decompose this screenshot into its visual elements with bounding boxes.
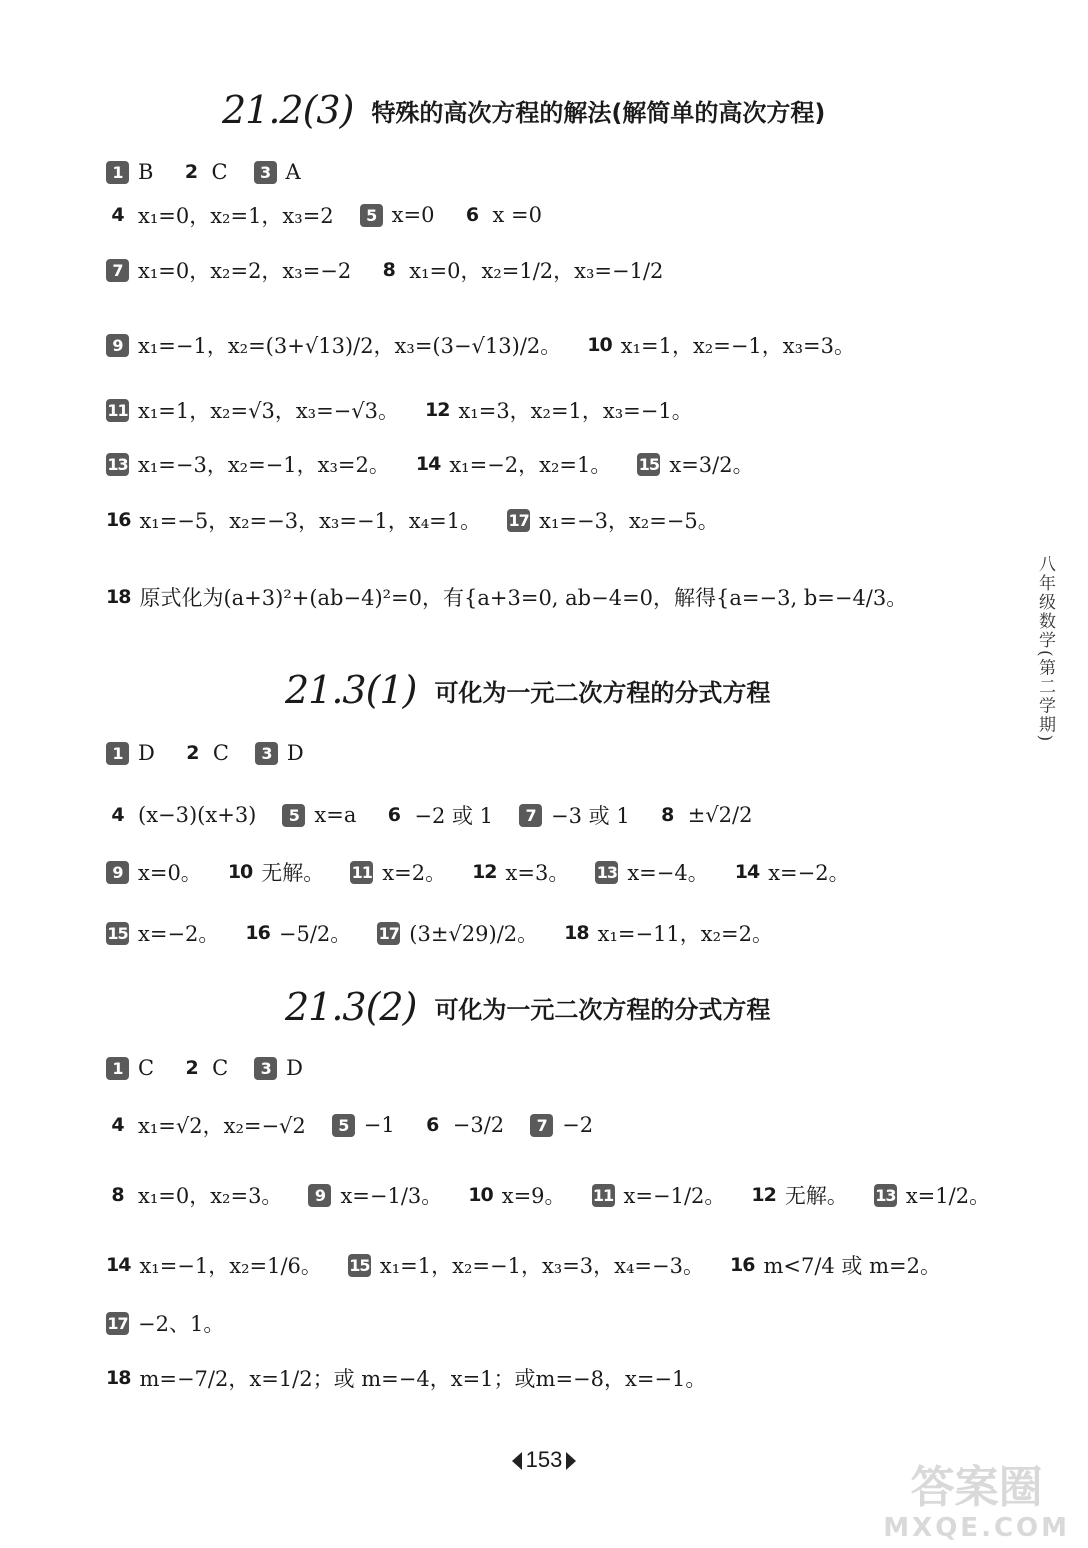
answer-item xyxy=(106,1250,322,1280)
question-number: 17 xyxy=(508,510,529,530)
answer-item xyxy=(350,857,446,887)
question-number: 6 xyxy=(465,204,479,226)
answer-line xyxy=(106,1110,619,1140)
question-number: 15 xyxy=(107,923,128,943)
answer-item xyxy=(282,803,356,827)
answer-text: x=3/2。 xyxy=(669,453,754,477)
section-2-heading xyxy=(285,668,770,712)
answer-text: −3/2 xyxy=(452,1113,505,1137)
left-arrow-icon xyxy=(512,1452,522,1470)
section-number: 21.3(1) xyxy=(285,668,417,712)
question-number: 8 xyxy=(382,259,395,281)
answer-item xyxy=(179,160,227,184)
answer-text: B xyxy=(138,160,154,184)
answer-text: x₁=√2，x₂=−√2 xyxy=(138,1114,306,1138)
answer-item xyxy=(348,1250,704,1280)
answer-text: ±√2/2 xyxy=(687,803,753,827)
answer-text: x=1/2。 xyxy=(905,1184,991,1208)
answer-item xyxy=(751,1180,847,1210)
question-number: 13 xyxy=(107,454,128,474)
side-book-title: 八年级数学(第二学期) xyxy=(1035,555,1055,744)
question-number: 2 xyxy=(186,742,199,764)
question-number: 7 xyxy=(106,259,129,282)
answer-item xyxy=(106,857,202,887)
question-number: 4 xyxy=(111,204,124,226)
question-number: 9 xyxy=(106,334,129,357)
answer-item xyxy=(416,449,612,479)
answer-text: A xyxy=(285,160,301,184)
answer-line xyxy=(106,200,568,230)
question-number: 3 xyxy=(254,161,277,184)
answer-item xyxy=(106,255,351,285)
question-number: 16 xyxy=(730,1254,755,1276)
answer-text: x₁=−2，x₂=1。 xyxy=(449,453,612,477)
answer-item xyxy=(421,1113,504,1137)
answer-item xyxy=(637,449,753,479)
question-number: 15 xyxy=(638,454,659,474)
answer-line xyxy=(106,449,780,479)
answer-item xyxy=(228,857,324,887)
answer-line xyxy=(106,160,327,184)
question-number: 3 xyxy=(255,742,278,765)
answer-item xyxy=(332,1113,395,1137)
question-number: 16 xyxy=(245,922,270,944)
answer-text: (3±√29)/2。 xyxy=(409,922,539,946)
question-number: 7 xyxy=(519,804,542,827)
answer-text: x₁=−3，x₂=−1，x₃=2。 xyxy=(138,453,390,477)
question-number: 7 xyxy=(530,1114,553,1137)
question-number: 15 xyxy=(349,1255,370,1275)
answer-line xyxy=(106,395,719,425)
answer-item xyxy=(308,1180,442,1210)
answer-line xyxy=(106,582,933,612)
question-number: 10 xyxy=(587,334,612,356)
answer-text: −2 xyxy=(562,1113,594,1137)
answer-item xyxy=(564,918,773,948)
question-number: 2 xyxy=(184,161,198,183)
question-number: 12 xyxy=(425,399,450,421)
answer-line xyxy=(106,1056,329,1080)
answer-text: m<7/4 或 m=2。 xyxy=(763,1254,941,1278)
answer-line xyxy=(106,330,881,360)
answer-text: x₁=0，x₂=3。 xyxy=(138,1184,283,1208)
answer-line xyxy=(106,1250,967,1280)
answer-line xyxy=(106,857,876,887)
answer-item xyxy=(472,857,569,887)
question-number: 1 xyxy=(106,1057,129,1080)
answer-item xyxy=(382,800,493,830)
answer-item xyxy=(656,803,753,827)
answer-item xyxy=(254,1056,303,1080)
question-number: 4 xyxy=(111,804,124,826)
answer-item xyxy=(592,1180,726,1210)
answer-text: x =0 xyxy=(492,203,542,227)
question-number: 9 xyxy=(308,1184,331,1207)
answer-text: x₁=−11，x₂=2。 xyxy=(597,922,774,946)
answer-item xyxy=(460,203,541,227)
answer-item xyxy=(360,203,435,227)
answer-text: −3 或 1 xyxy=(551,804,630,828)
answer-text: x=0 xyxy=(391,203,435,227)
answer-text: x=−2。 xyxy=(768,861,850,885)
question-number: 1 xyxy=(106,742,129,765)
watermark-logo xyxy=(883,1462,1070,1548)
section-title: 可化为一元二次方程的分式方程 xyxy=(434,995,771,1024)
answer-item xyxy=(425,395,693,425)
question-number: 8 xyxy=(111,1184,124,1206)
answer-text: D xyxy=(286,1056,303,1080)
answer-item xyxy=(735,857,850,887)
answer-text: 无解。 xyxy=(784,1184,848,1208)
answer-item xyxy=(254,160,301,184)
answer-text: C xyxy=(212,1056,229,1080)
question-number: 9 xyxy=(106,861,129,884)
answer-item xyxy=(468,1180,565,1210)
watermark-url: MXQE.COM xyxy=(883,1513,1070,1543)
answer-text: x=2。 xyxy=(382,861,447,885)
answer-text: x₁=1，x₂=√3，x₃=−√3。 xyxy=(138,399,400,423)
question-number: 16 xyxy=(106,509,131,531)
answer-item xyxy=(106,1110,306,1140)
answer-item xyxy=(106,1308,224,1338)
answer-text: x=−1/3。 xyxy=(340,1184,443,1208)
answer-text: C xyxy=(138,1056,155,1080)
answer-text: (x−3)(x+3) xyxy=(138,803,257,827)
answer-item xyxy=(106,1180,282,1210)
question-number: 10 xyxy=(468,1184,493,1206)
question-number: 8 xyxy=(661,804,674,826)
answer-item xyxy=(106,582,907,612)
answer-text: D xyxy=(286,741,304,765)
question-number: 5 xyxy=(332,1114,355,1137)
answer-item xyxy=(106,505,481,535)
answer-item xyxy=(106,395,399,425)
question-number: 18 xyxy=(106,1367,131,1389)
answer-text: −5/2。 xyxy=(278,922,352,946)
answer-item xyxy=(106,1363,706,1393)
question-number: 17 xyxy=(378,923,399,943)
question-number: 14 xyxy=(415,453,441,475)
answer-item xyxy=(377,255,663,285)
answer-line xyxy=(106,918,799,948)
answer-line xyxy=(106,800,778,830)
answer-line xyxy=(106,505,745,535)
question-number: 12 xyxy=(751,1184,776,1206)
answer-text: x=9。 xyxy=(501,1184,566,1208)
answer-text: m=−7/2，x=1/2；或 m=−4，x=1；或m=−8，x=−1。 xyxy=(139,1367,707,1391)
answer-text: x₁=1，x₂=−1，x₃=3，x₄=−3。 xyxy=(379,1254,704,1278)
question-number: 5 xyxy=(360,204,383,227)
question-number: 2 xyxy=(185,1057,198,1079)
answer-item xyxy=(106,741,155,765)
watermark-text: 答案圈 xyxy=(910,1462,1043,1513)
answer-line xyxy=(106,1180,1016,1210)
question-number: 11 xyxy=(351,862,372,882)
section-number: 21.2(3) xyxy=(222,88,354,132)
question-number: 12 xyxy=(472,861,497,883)
answer-text: −2、1。 xyxy=(138,1312,225,1336)
question-number: 13 xyxy=(596,862,617,882)
answer-item xyxy=(730,1250,941,1280)
section-title: 特殊的高次方程的解法(解简单的高次方程) xyxy=(371,98,826,127)
answer-item xyxy=(530,1113,593,1137)
answer-text: x=3。 xyxy=(505,861,570,885)
right-arrow-icon xyxy=(566,1452,576,1470)
answer-item xyxy=(181,741,229,765)
question-number: 5 xyxy=(282,804,305,827)
answer-line xyxy=(106,1363,732,1393)
answer-text: x₁=−3，x₂=−5。 xyxy=(539,509,719,533)
answer-line xyxy=(106,741,330,765)
answer-item xyxy=(106,803,256,827)
answer-text: x₁=1，x₂=−1，x₃=3。 xyxy=(620,334,856,358)
section-number: 21.3(2) xyxy=(285,985,417,1029)
section-1-heading xyxy=(222,88,825,132)
answer-text: −1 xyxy=(363,1113,395,1137)
page-number: 153 xyxy=(525,1447,563,1472)
answer-item xyxy=(377,918,538,948)
answer-text: x₁=3，x₂=1，x₃=−1。 xyxy=(458,399,693,423)
answer-item xyxy=(106,449,390,479)
answer-text: x=a xyxy=(314,803,357,827)
answer-item xyxy=(180,1056,228,1080)
answer-text: x₁=0，x₂=1，x₃=2 xyxy=(138,204,334,228)
answer-text: C xyxy=(211,160,228,184)
answer-text: x=0。 xyxy=(138,861,202,885)
answer-text: x=−4。 xyxy=(627,861,709,885)
answer-text: D xyxy=(138,741,155,765)
answer-item xyxy=(106,200,334,230)
question-number: 6 xyxy=(426,1114,439,1136)
answer-item xyxy=(595,857,708,887)
answer-item xyxy=(106,1056,154,1080)
answer-text: x=−2。 xyxy=(138,922,220,946)
question-number: 14 xyxy=(106,1254,131,1276)
answer-text: x₁=0，x₂=2，x₃=−2 xyxy=(138,259,352,283)
question-number: 1 xyxy=(106,161,129,184)
answer-item xyxy=(245,918,351,948)
section-3-heading xyxy=(285,985,770,1029)
question-number: 6 xyxy=(387,804,400,826)
question-number: 10 xyxy=(227,861,253,883)
answer-item xyxy=(874,1180,990,1210)
answer-text: x₁=−1，x₂=(3+√13)/2，x₃=(3−√13)/2。 xyxy=(138,334,562,358)
question-number: 11 xyxy=(592,1185,614,1205)
answer-text: x₁=0，x₂=1/2，x₃=−1/2 xyxy=(409,259,664,283)
answer-line xyxy=(106,255,689,285)
answer-text: −2 或 1 xyxy=(414,804,494,828)
answer-item xyxy=(587,330,855,360)
question-number: 17 xyxy=(107,1313,128,1333)
answer-item xyxy=(507,505,719,535)
question-number: 14 xyxy=(734,861,760,883)
answer-text: x₁=−5，x₂=−3，x₃=−1，x₄=1。 xyxy=(139,509,482,533)
section-title: 可化为一元二次方程的分式方程 xyxy=(434,678,771,707)
question-number: 18 xyxy=(106,586,131,608)
answer-item xyxy=(255,741,304,765)
question-number: 4 xyxy=(111,1114,124,1136)
answer-text: 无解。 xyxy=(261,861,325,885)
answer-text: C xyxy=(212,741,229,765)
question-number: 13 xyxy=(875,1185,896,1205)
question-number: 3 xyxy=(254,1057,277,1080)
answer-line xyxy=(106,1308,250,1338)
answer-item xyxy=(519,800,630,830)
question-number: 11 xyxy=(107,400,128,420)
question-number: 18 xyxy=(564,922,589,944)
answer-text: x=−1/2。 xyxy=(623,1184,726,1208)
answer-text: 原式化为(a+3)²+(ab−4)²=0，有{a+3=0, ab−4=0，解得{a=−3, b=−4/3。 xyxy=(139,586,908,610)
answer-item xyxy=(106,918,219,948)
answer-item xyxy=(106,330,561,360)
answer-text: x₁=−1，x₂=1/6。 xyxy=(139,1254,322,1278)
answer-item xyxy=(106,160,153,184)
